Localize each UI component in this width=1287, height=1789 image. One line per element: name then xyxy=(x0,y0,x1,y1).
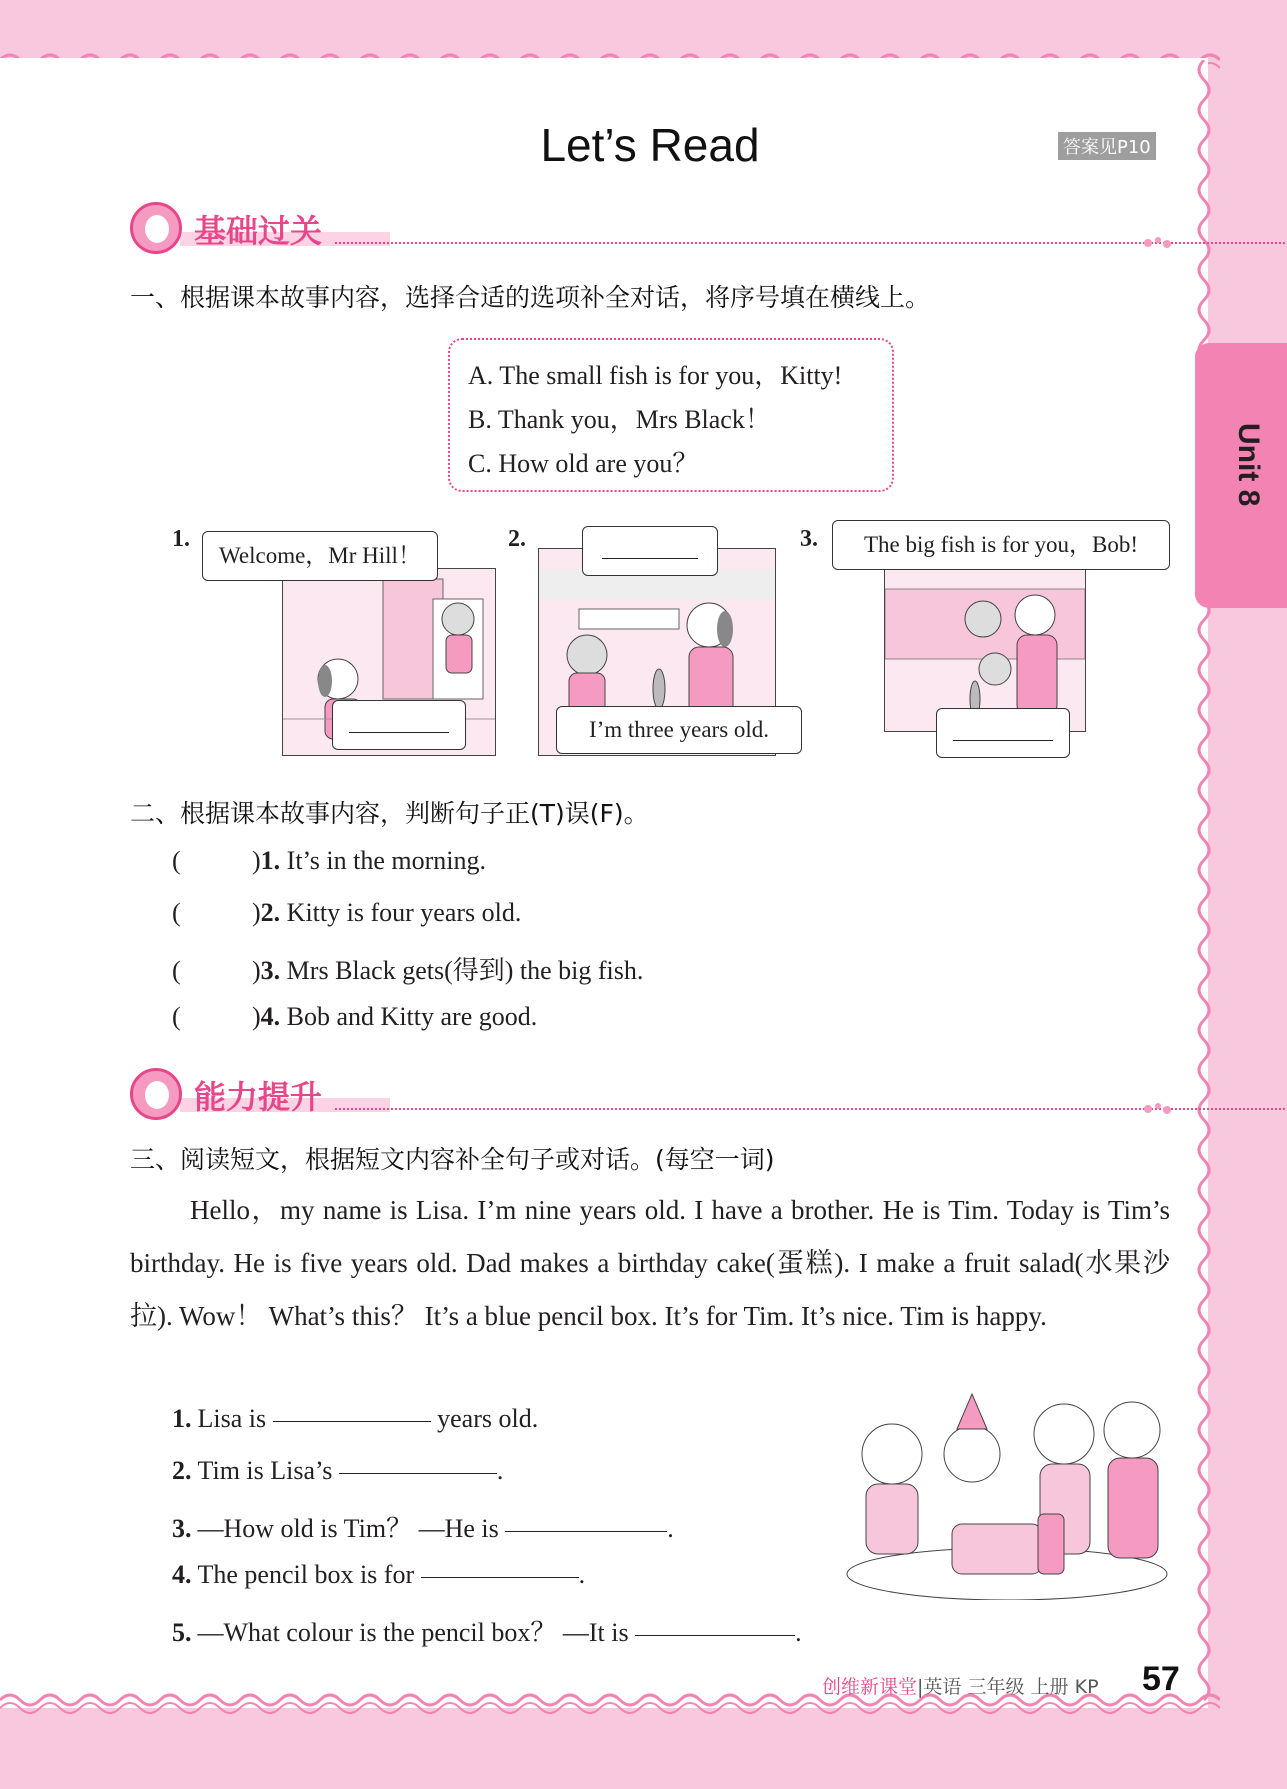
footer-edition: KP xyxy=(1074,1676,1099,1698)
family-with-fish-scene-icon xyxy=(885,569,1085,731)
footer-brand: 创维新课堂 xyxy=(822,1676,918,1698)
section-label: 基础过关 xyxy=(194,212,323,250)
answer-blank[interactable] xyxy=(953,739,1053,741)
paren-open: ( xyxy=(172,956,181,985)
item-number: 4. xyxy=(260,1002,281,1031)
item-text-after: . xyxy=(578,1560,586,1589)
right-wave-border xyxy=(1190,60,1230,1710)
item-number: 2. xyxy=(172,1456,192,1485)
reading-passage xyxy=(130,1184,1170,1343)
item-number: 2. xyxy=(260,898,281,927)
birthday-party-illustration-icon xyxy=(842,1384,1172,1600)
unit-label: Unit 8 xyxy=(1232,423,1265,507)
answer-reference-badge: 答案见P10 xyxy=(1058,132,1156,160)
answer-blank[interactable] xyxy=(273,1420,431,1422)
paren-close: ) xyxy=(252,846,261,875)
item-text-after: . xyxy=(667,1514,674,1543)
picture-2-answer-bubble xyxy=(582,526,718,576)
fill-item xyxy=(172,1404,538,1434)
tf-item xyxy=(172,950,643,987)
answer-blank[interactable] xyxy=(505,1530,667,1532)
picture-1-speech-bubble: Welcome，Mr Hill！ xyxy=(202,531,438,581)
item-text-after: years old. xyxy=(437,1404,539,1433)
fill-item xyxy=(172,1456,503,1486)
item-text: It’s in the morning. xyxy=(286,846,486,875)
item-text-before: Lisa is xyxy=(197,1404,267,1433)
paren-close: ) xyxy=(252,1002,261,1031)
item-text-before: The pencil box is for xyxy=(197,1560,415,1589)
paren-close: ) xyxy=(252,956,261,985)
item-text-before: —How old is Tim？ —He is xyxy=(197,1514,499,1543)
tf-item xyxy=(172,1002,537,1032)
answer-blank[interactable] xyxy=(635,1634,795,1636)
page-number: 57 xyxy=(1142,1660,1180,1698)
item-number: 1. xyxy=(260,846,281,875)
option-a: A. The small fish is for you，Kitty! xyxy=(468,361,843,390)
question-3-title: 三、阅读短文，根据短文内容补全句子或对话。(每空一词) xyxy=(130,1145,775,1174)
dots-decoration-icon xyxy=(1142,1102,1172,1116)
option-b: B. Thank you，Mrs Black！ xyxy=(468,405,771,434)
tf-item xyxy=(172,898,521,928)
picture-3-answer-bubble xyxy=(936,708,1070,758)
mascot-icon xyxy=(130,1068,182,1120)
paren-open: ( xyxy=(172,1002,181,1031)
picture-2-speech-bubble: I’m three years old. xyxy=(556,706,802,754)
footer-separator: | xyxy=(917,1676,924,1698)
answer-blank[interactable] xyxy=(602,557,698,559)
footer-grade: 三年级 xyxy=(967,1676,1025,1698)
item-text-before: —What colour is the pencil box？ —It is xyxy=(197,1618,629,1647)
item-number: 3. xyxy=(260,956,281,985)
item-number: 4. xyxy=(172,1560,192,1589)
item-text-before: Tim is Lisa’s xyxy=(197,1456,333,1485)
item-text-after: . xyxy=(496,1456,504,1485)
option-c: C. How old are you？ xyxy=(468,449,699,478)
footer-series xyxy=(822,1672,1099,1699)
item-text-after: . xyxy=(795,1618,802,1647)
paren-open: ( xyxy=(172,846,181,875)
dots-decoration-icon xyxy=(1142,236,1172,250)
picture-1-number: 1. xyxy=(172,526,190,552)
picture-1-answer-bubble xyxy=(332,700,466,750)
paren-open: ( xyxy=(172,898,181,927)
tf-item xyxy=(172,846,486,876)
item-text: Bob and Kitty are good. xyxy=(286,1002,538,1031)
page-title: Let’s Read xyxy=(540,119,760,171)
unit-side-tab xyxy=(1195,343,1287,608)
answer-blank[interactable] xyxy=(421,1576,579,1578)
fill-item xyxy=(172,1560,585,1590)
paren-close: ) xyxy=(252,898,261,927)
answer-blank[interactable] xyxy=(339,1472,497,1474)
item-number: 3. xyxy=(172,1514,192,1543)
section-label: 能力提升 xyxy=(194,1078,323,1116)
footer-term: 上册 xyxy=(1030,1676,1069,1698)
item-number: 5. xyxy=(172,1618,192,1647)
picture-3-number: 3. xyxy=(800,526,818,552)
section-header-advanced xyxy=(130,1068,1170,1120)
picture-2-number: 2. xyxy=(508,526,526,552)
picture-3-speech-bubble: The big fish is for you，Bob! xyxy=(832,520,1170,570)
item-text: Mrs Black gets(得到) the big fish. xyxy=(286,956,644,985)
fill-item xyxy=(172,1612,802,1649)
question-2-title: 二、根据课本故事内容，判断句子正(T)误(F)。 xyxy=(130,799,649,828)
section-header-basic xyxy=(130,202,1170,254)
mascot-icon xyxy=(130,202,182,254)
passage-text: Hello，my name is Lisa. I’m nine years old. I have a brother. He is Tim. Today is Tim’s birthday. He is five years old. Dad makes a birthday cake(蛋糕). I make a fruit salad(水果沙拉). Wow！ What’s this？ It’s a blue pencil box. It’s for Tim. It’s nice. Tim is happy. xyxy=(130,1195,1170,1331)
item-text: Kitty is four years old. xyxy=(286,898,522,927)
footer-subject: 英语 xyxy=(923,1676,962,1698)
options-box xyxy=(448,338,894,492)
fill-item xyxy=(172,1508,674,1545)
item-number: 1. xyxy=(172,1404,192,1433)
question-1-title: 一、根据课本故事内容，选择合适的选项补全对话，将序号填在横线上。 xyxy=(130,283,931,312)
answer-blank[interactable] xyxy=(349,731,449,733)
